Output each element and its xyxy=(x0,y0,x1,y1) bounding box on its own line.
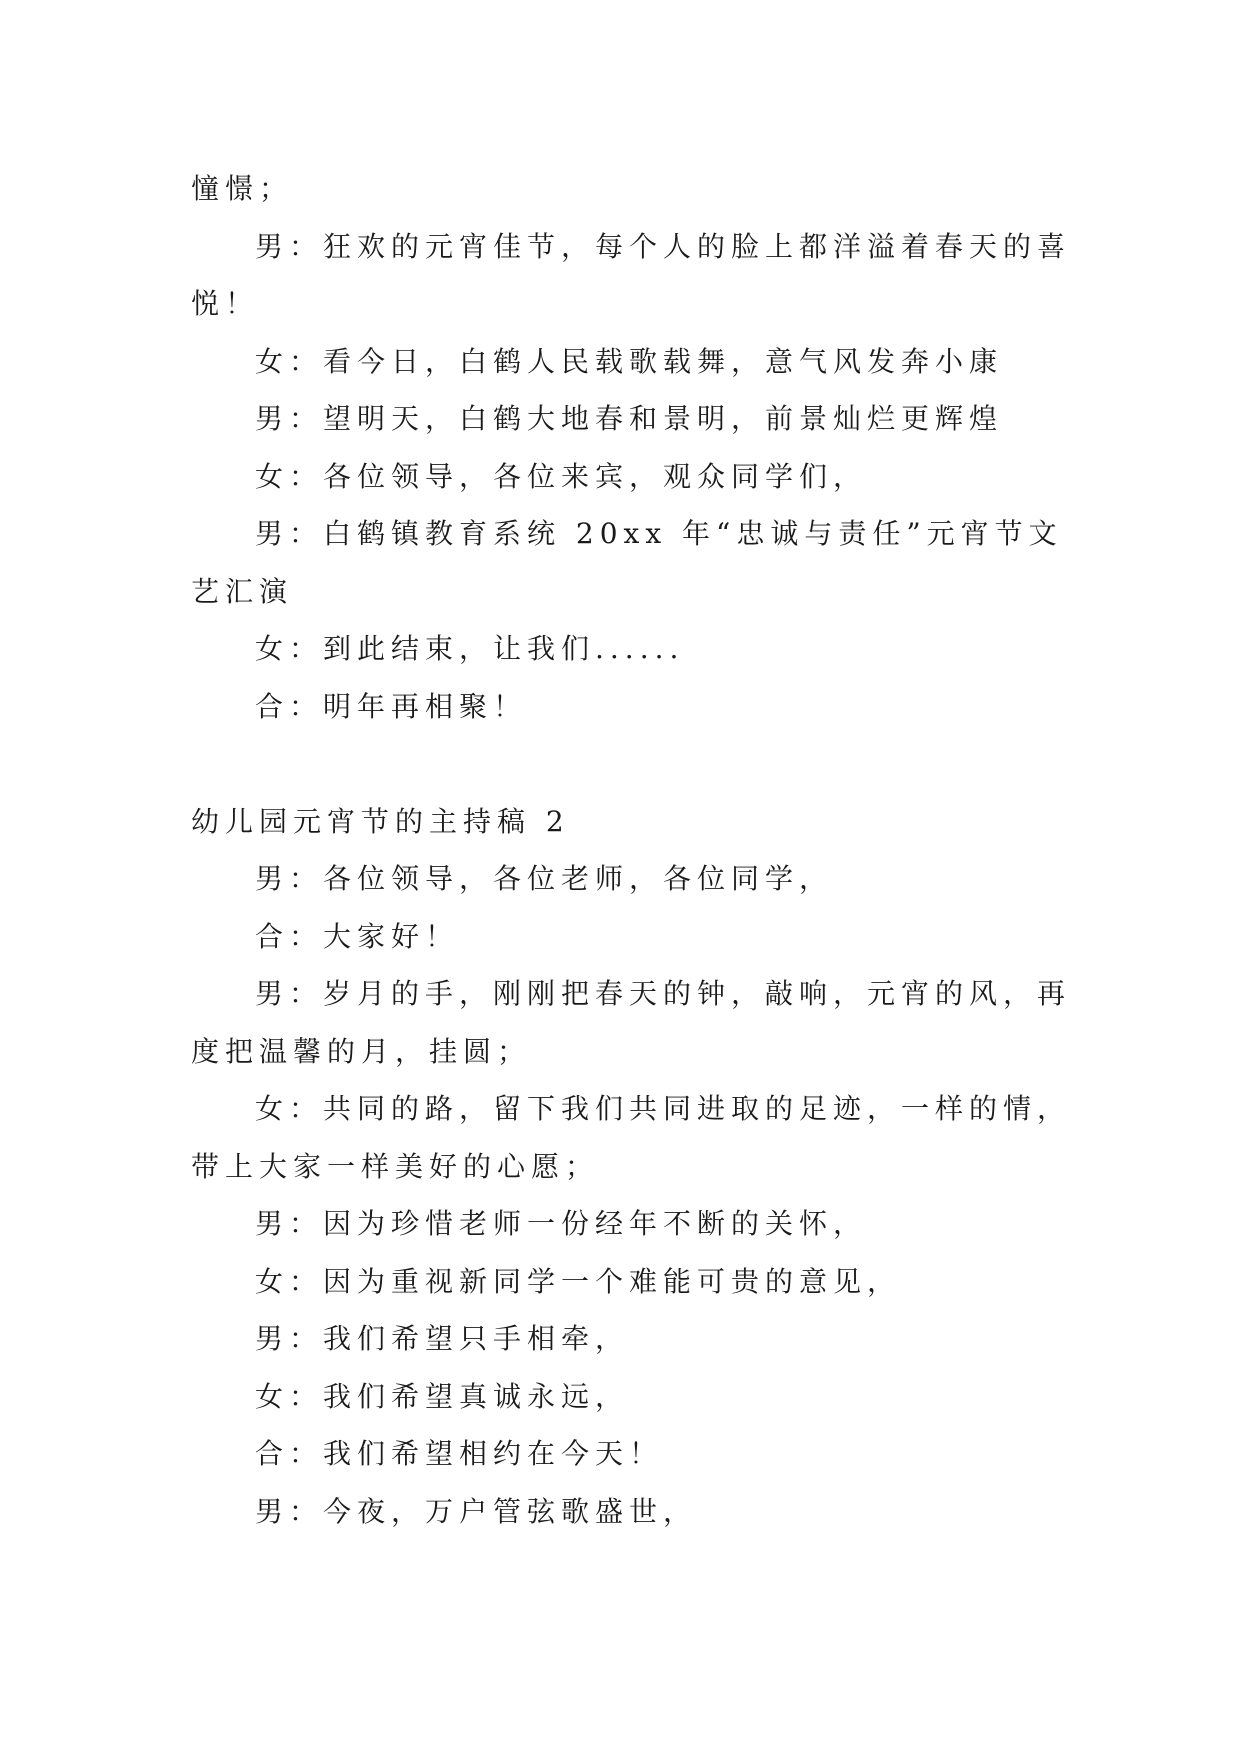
text-line: 悦！ xyxy=(191,287,260,320)
text-line: 男：岁月的手，刚刚把春天的钟，敲响，元宵的风，再 xyxy=(255,977,1072,1010)
text-line: 合：大家好！ xyxy=(255,919,460,953)
text-line: 憧憬； xyxy=(191,172,294,205)
section-title: 幼儿园元宵节的主持稿 2 xyxy=(191,804,570,838)
text-line: 男：望明天，白鹤大地春和景明，前景灿烂更辉煌 xyxy=(255,402,1004,435)
text-line: 女：我们希望真诚永远， xyxy=(255,1379,630,1413)
text-line: 女：各位领导，各位来宾，观众同学们， xyxy=(255,459,868,493)
text-line: 男：白鹤镇教育系统 20xx 年“忠诚与责任”元宵节文 xyxy=(255,517,1063,550)
text-line: 带上大家一样美好的心愿； xyxy=(191,1149,600,1183)
text-line: 男：因为珍惜老师一份经年不断的关怀， xyxy=(255,1207,868,1240)
text-line: 女：到此结束，让我们...... xyxy=(255,632,685,665)
text-line: 男：今夜，万户管弦歌盛世， xyxy=(255,1494,698,1528)
text-line: 男：我们希望只手相牵， xyxy=(255,1322,630,1355)
text-line: 女：因为重视新同学一个难能可贵的意见， xyxy=(255,1264,902,1298)
text-line: 合：明年再相聚！ xyxy=(255,689,528,723)
text-line: 男：狂欢的元宵佳节，每个人的脸上都洋溢着春天的喜 xyxy=(255,229,1072,263)
text-line: 合：我们希望相约在今天！ xyxy=(255,1437,664,1470)
text-line: 女：看今日，白鹤人民载歌载舞，意气风发奔小康 xyxy=(255,344,1004,378)
text-line: 度把温馨的月，挂圆； xyxy=(191,1034,532,1068)
document-body xyxy=(191,160,1071,1540)
text-line: 女：共同的路，留下我们共同进取的足迹，一样的情， xyxy=(255,1092,1072,1125)
text-line: 艺汇演 xyxy=(191,574,294,608)
text-line: 男：各位领导，各位老师，各位同学， xyxy=(255,862,834,895)
